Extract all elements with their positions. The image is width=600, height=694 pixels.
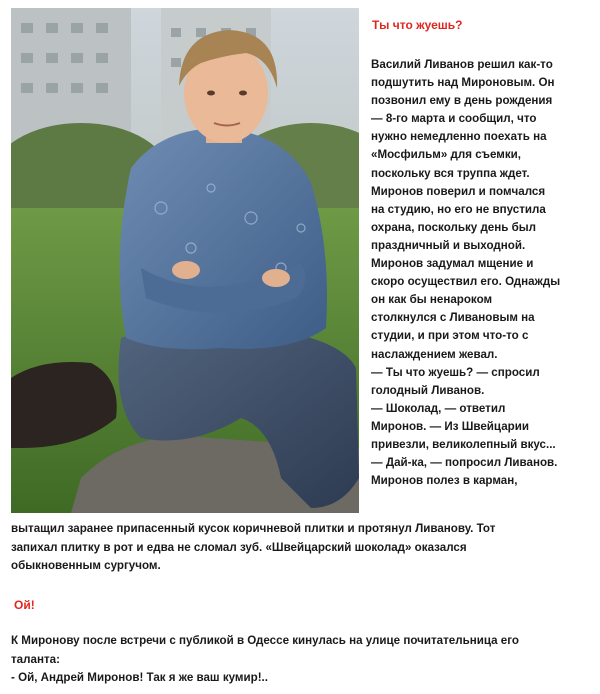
story-text-column — [371, 56, 593, 490]
story2-title: Ой! — [14, 598, 35, 612]
story-text-line: праздничный и выходной. — [371, 238, 526, 252]
story-text-line: «Мосфильм» для съемки, — [371, 148, 521, 162]
story-text-line: позвонил ему в день рождения — [371, 94, 553, 108]
story-text-line: охрана, поскольку день был — [371, 220, 537, 234]
story2-text — [11, 632, 596, 688]
story-text-line: — 8-го марта и сообщил, что — [371, 112, 537, 126]
story-text-line: обыкновенным сургучом. — [11, 559, 161, 572]
story-text-line: запихал плитку в рот и едва не сломал зуб. «Швейцарский шоколад» оказался — [11, 540, 467, 554]
story-text-line: подшутить над Мироновым. Он — [371, 76, 555, 90]
story-text-line: студии, и при этом что-то с — [371, 329, 529, 343]
story-text-line: голодный Ливанов. — [371, 383, 485, 397]
story-text-line: Василий Ливанов решил как-то — [371, 58, 553, 71]
story-text-line: Миронов полез в карман, — [371, 474, 518, 488]
story-text-line: скоро осуществил его. Однажды — [371, 275, 561, 289]
actor-photo — [11, 8, 359, 513]
story-text-line: вытащил заранее припасенный кусок коричневой плитки и протянул Ливанову. Тот — [11, 522, 496, 535]
story-text-line: столкнулся с Ливановым на — [371, 311, 535, 325]
story-text-continued — [11, 520, 591, 576]
story-text-line: нужно немедленно поехать на — [371, 130, 547, 144]
story-text-line: Миронов. — Из Швейцарии — [371, 419, 529, 433]
story2-text-line: - Ой, Андрей Миронов! Так я же ваш кумир!.. — [11, 671, 269, 684]
story2-text-line: таланта: — [11, 652, 60, 666]
story-text-line: — Дай-ка, — попросил Ливанов. — [371, 456, 558, 470]
story-text-line: наслаждением жевал. — [371, 347, 498, 361]
story-text-line: — Шоколад, — ответил — [371, 401, 506, 415]
story-title: Ты что жуешь? — [372, 18, 463, 32]
story-text-line: он как бы ненароком — [371, 293, 493, 307]
story-text-line: Миронов поверил и помчался — [371, 184, 546, 198]
story-text-line: привезли, великолепный вкус... — [371, 437, 556, 451]
story-text-line: Миронов задумал мщение и — [371, 257, 534, 271]
story-text-line: — Ты что жуешь? — спросил — [371, 365, 540, 379]
story-text-line: на студию, но его не впустила — [371, 202, 546, 216]
story-text-line: поскольку вся труппа ждет. — [371, 166, 530, 180]
story2-text-line: К Миронову после встречи с публикой в Одессе кинулась на улице почитательница его — [11, 634, 520, 647]
